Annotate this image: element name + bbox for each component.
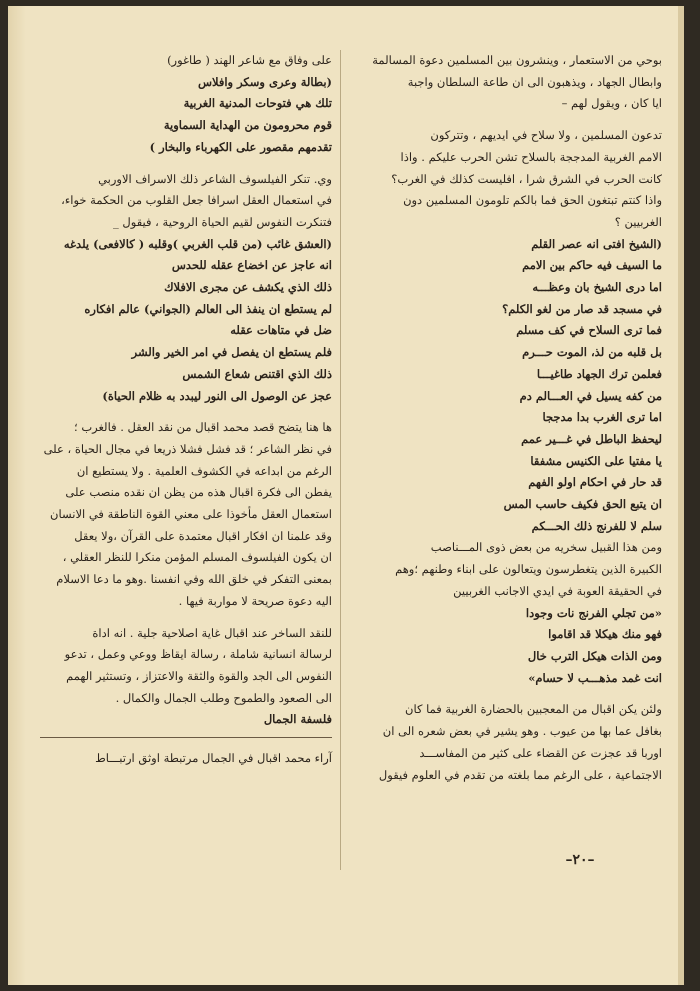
text-line: استعمال العقل مأخوذا على معني القوة الناطقة في الانسان bbox=[50, 507, 332, 522]
verse-line: ليحفظ الباطل في غـــير عمم bbox=[521, 431, 662, 446]
text-line: النفوس الى الجد والقوة والثقة والاعتزاز ، وتستثير الهمم bbox=[66, 668, 332, 683]
text-line: بمعنى التفكر في خلق الله وفي انفسنا .وهو ما دعا الاسلام bbox=[56, 572, 332, 587]
text-line: وي. تنكر الفيلسوف الشاعر ذلك الاسراف الاوربي bbox=[98, 171, 332, 186]
verse-line: تلك هي فتوحات المدنية الغربية bbox=[183, 96, 332, 111]
verse-line: تقدمهم مقصور على الكهرباء والبخار ) bbox=[149, 139, 332, 154]
verse-line: ذلك الذي اقتنص شعاع الشمس bbox=[182, 366, 332, 381]
paragraph-gap bbox=[40, 613, 332, 623]
text-line: بوحي من الاستعمار ، وينشرون بين المسلمين دعوة المسالمة bbox=[372, 53, 662, 67]
text-line: في الحقيقة العوبة في ايدي الاجانب الغربيين bbox=[453, 583, 662, 598]
verse-line: قوم محرومون من الهداية السماوية bbox=[163, 118, 332, 133]
page-edge-shading bbox=[8, 6, 26, 985]
text-line: كانت الحرب في الشرق شرا ، افليست كذلك في الغرب؟ bbox=[391, 171, 662, 186]
paragraph-gap bbox=[40, 159, 332, 169]
paragraph-gap bbox=[350, 689, 662, 699]
text-line: لرسالة انسانية شاملة ، رسالة ايقاظ ووعي وعمل ، تدعو bbox=[64, 647, 332, 662]
verse-line: في مسجد قد صار من لغو الكلم؟ bbox=[502, 301, 662, 316]
text-line: الامم الغربية المدججة بالسلاح تشن الحرب عليكم . واذا bbox=[400, 149, 662, 164]
verse-line: عجز عن الوصول الى النور ليبدد به ظلام الحياة) bbox=[102, 388, 332, 403]
verse-line: ذلك الذي يكشف عن مجرى الافلاك bbox=[164, 280, 332, 295]
verse-line: قد حار في احكام اولو الفهم bbox=[528, 475, 662, 490]
verse-line: ومن الذات هيكل الترب خال bbox=[527, 648, 662, 663]
text-line: في نظر الشاعر ؛ قد فشل فشلا ذريعا في مجال الحياة ، على bbox=[43, 441, 332, 456]
verse-line: ضل في متاهات عقله bbox=[230, 323, 332, 338]
verse-line: انه عاجز عن اخضاع عقله للحدس bbox=[171, 258, 332, 273]
right-column bbox=[350, 50, 662, 786]
text-line: تدعون المسلمين ، ولا سلاح في ايديهم ، وتتركون bbox=[430, 128, 662, 143]
verse-line: بل قلبه من لذ، الموت حـــرم bbox=[522, 345, 662, 360]
page-number: –٢٠– bbox=[565, 852, 595, 868]
text-line: وقد علمنا ان افكار اقبال معتمدة على القرآن ،ولا يعقل bbox=[74, 528, 332, 543]
column-divider bbox=[340, 50, 341, 870]
verse-line: اما ترى الغرب بدا مدججا bbox=[542, 410, 662, 425]
text-line: الغربيين ؟ bbox=[614, 214, 662, 229]
text-line: ولئن يكن اقبال من المعجبين بالحضارة الغربية فما كان bbox=[405, 702, 662, 717]
left-column-body bbox=[40, 50, 332, 709]
text-line: على وفاق مع شاعر الهند ( طاغور) bbox=[167, 53, 332, 67]
text-line: فتنكرت النفوس لقيم الحياة الروحية ، فيقول _ bbox=[113, 214, 332, 229]
section-rule bbox=[40, 737, 332, 738]
section-heading: فلسفة الجمال bbox=[263, 712, 332, 727]
verse-line: ما السيف فيه حاكم بين الامم bbox=[522, 258, 662, 273]
verse-line: فعلمن ترك الجهاد طاغيـــا bbox=[536, 366, 662, 381]
text-line: الرغم من ابداعه في الكشوف العلمية . ولا يستطيع ان bbox=[76, 463, 332, 478]
text-line: اوربا قد عجزت عن القضاء على كثير من المفاســـد bbox=[419, 745, 662, 760]
paragraph-gap bbox=[350, 115, 662, 125]
document-page bbox=[8, 6, 684, 985]
text-line: بغافل عما بها من عيوب . وهو يشير في بعض شعره الى ان bbox=[382, 724, 662, 739]
text-line: الاجتماعية ، على الرغم مما بلغته من تقدم في العلوم فيقول bbox=[378, 767, 662, 782]
verse-line: فلم يستطع ان يفصل في امر الخير والشر bbox=[131, 345, 332, 360]
text-line: ايا كان ، ويقول لهم – bbox=[561, 96, 662, 111]
text-line: الكبيرة الذين يتغطرسون ويتعالون على ابناء وطنهم ؛وهم bbox=[395, 562, 662, 577]
verse-line: فهو منك هيكلا قد اقاموا bbox=[548, 627, 662, 642]
verse-line: يا مفتيا على الكنيس مشفقا bbox=[530, 453, 662, 468]
text-line: ها هنا يتضح قصد محمد اقبال من نقد العقل . فالغرب ؛ bbox=[74, 420, 332, 435]
text-line: ومن هذا القبيل سخريه من بعض ذوى المـــناصب bbox=[430, 540, 662, 555]
verse-line: اما درى الشيخ بان وعظـــه bbox=[532, 280, 662, 295]
verse-line: (العشق غائب (من قلب الغربي )وقلبه ( كالافعى) يلدغه bbox=[63, 236, 332, 251]
verse-line: (بطالة وعرى وسكر وافلاس bbox=[197, 74, 332, 89]
paragraph-gap bbox=[40, 407, 332, 417]
text-line: ان يكون الفيلسوف المسلم المؤمن منكرا للنظر العقلي ، bbox=[62, 550, 332, 565]
verse-line: انت غمد مذهـــب لا حسام» bbox=[528, 670, 662, 685]
section-first-line: آراء محمد اقبال في الجمال مرتبطة اوثق ارتبـــاط bbox=[95, 751, 332, 766]
text-line: وابطال الجهاد ، ويذهبون الى ان طاعة السلطان واجبة bbox=[407, 74, 662, 89]
verse-line: ان يتبع الحق فكيف حاسب المس bbox=[503, 497, 662, 512]
verse-line: لم يستطع ان ينفذ الى العالم (الجواني) عالم افكاره bbox=[84, 301, 332, 316]
text-line: واذا كنتم تبتغون الحق فما بالكم تلومون المسلمين دون bbox=[403, 193, 662, 208]
verse-line: من كفه يسيل في العـــالم دم bbox=[519, 388, 662, 403]
text-line: في استعمال العقل اسرافا جعل القلوب من الحكمة خواء، bbox=[61, 193, 332, 208]
verse-line: سلم لا للفرنج ذلك الحـــكم bbox=[531, 518, 662, 533]
left-column bbox=[40, 50, 332, 770]
text-line: اليه دعوة صريحة لا مواربة فيها . bbox=[178, 593, 332, 608]
verse-line: (الشيخ افتى انه عصر القلم bbox=[531, 236, 662, 251]
text-line: يفطن الى فكرة اقبال هذه من يظن ان نقده منصب على bbox=[65, 485, 332, 500]
text-line: للنقد الساخر عند اقبال غاية اصلاحية جلية . انه اداة bbox=[92, 625, 332, 640]
text-line: الى الصعود والطموح وطلب الجمال والكمال . bbox=[115, 690, 332, 705]
verse-line: «من تجلي الفرنج نات وجودا bbox=[525, 605, 662, 620]
verse-line: فما ترى السلاح في كف مسلم bbox=[516, 323, 662, 338]
